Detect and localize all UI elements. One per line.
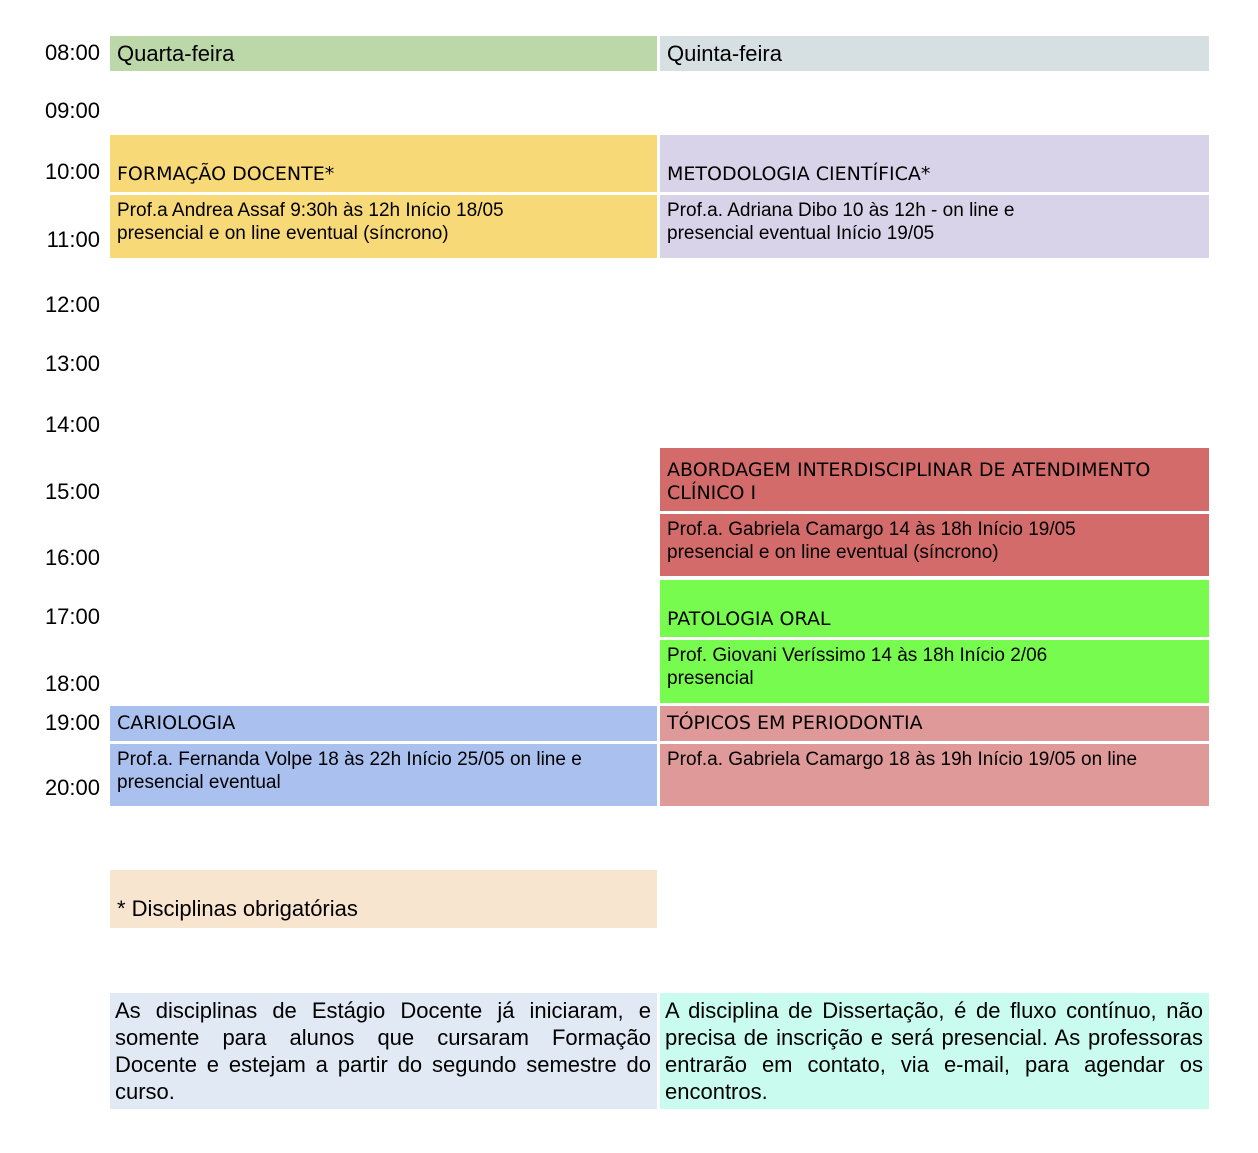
note-dissertacao: A disciplina de Dissertação, é de fluxo contínuo, não precisa de inscrição e será presencial. As professoras entrarão em contato, via e-mail, para agendar os encontros. — [660, 993, 1209, 1109]
time-label-1500: 15:00 — [44, 479, 100, 504]
time-label-2000: 20:00 — [44, 775, 100, 800]
time-label-1900: 19:00 — [44, 710, 100, 735]
course-title-abordagem-interdisciplinar: ABORDAGEM INTERDISCIPLINAR DE ATENDIMENTO CLÍNICO I — [660, 448, 1209, 511]
time-label-1400: 14:00 — [44, 412, 100, 437]
course-title-formacao-docente: FORMAÇÃO DOCENTE* — [110, 135, 657, 192]
time-label-1600: 16:00 — [44, 545, 100, 570]
course-detail-formacao-docente: Prof.a Andrea Assaf 9:30h às 12h Início 18/05 presencial e on line eventual (síncrono) — [110, 195, 657, 258]
course-detail-abordagem-interdisciplinar: Prof.a. Gabriela Camargo 14 às 18h Início 19/05 presencial e on line eventual (síncrono) — [660, 514, 1209, 576]
day-header-thursday: Quinta-feira — [660, 36, 1209, 71]
day-header-wednesday: Quarta-feira — [110, 36, 657, 71]
course-detail-patologia-oral: Prof. Giovani Veríssimo 14 às 18h Início 2/06 presencial — [660, 640, 1209, 703]
course-title-cariologia: CARIOLOGIA — [110, 706, 657, 741]
note-estagio-docente: As disciplinas de Estágio Docente já iniciaram, e somente para alunos que cursaram Formação Docente e estejam a partir do segundo semestre do curso. — [110, 993, 657, 1109]
legend-required-courses: * Disciplinas obrigatórias — [110, 870, 657, 928]
course-detail-topicos-periodontia: Prof.a. Gabriela Camargo 18 às 19h Início 19/05 on line — [660, 744, 1209, 806]
time-label-1800: 18:00 — [44, 671, 100, 696]
course-title-patologia-oral: PATOLOGIA ORAL — [660, 580, 1209, 637]
course-detail-metodologia-cientifica: Prof.a. Adriana Dibo 10 às 12h - on line e presencial eventual Início 19/05 — [660, 195, 1209, 258]
time-label-1700: 17:00 — [44, 604, 100, 629]
time-label-0800: 08:00 — [44, 40, 100, 65]
course-title-metodologia-cientifica: METODOLOGIA CIENTÍFICA* — [660, 135, 1209, 192]
course-title-topicos-periodontia: TÓPICOS EM PERIODONTIA — [660, 706, 1209, 741]
time-label-0900: 09:00 — [44, 98, 100, 123]
time-label-1300: 13:00 — [44, 351, 100, 376]
time-label-1000: 10:00 — [44, 159, 100, 184]
time-label-1200: 12:00 — [44, 292, 100, 317]
time-label-1100: 11:00 — [46, 227, 100, 252]
course-detail-cariologia: Prof.a. Fernanda Volpe 18 às 22h Início 25/05 on line e presencial eventual — [110, 744, 657, 806]
